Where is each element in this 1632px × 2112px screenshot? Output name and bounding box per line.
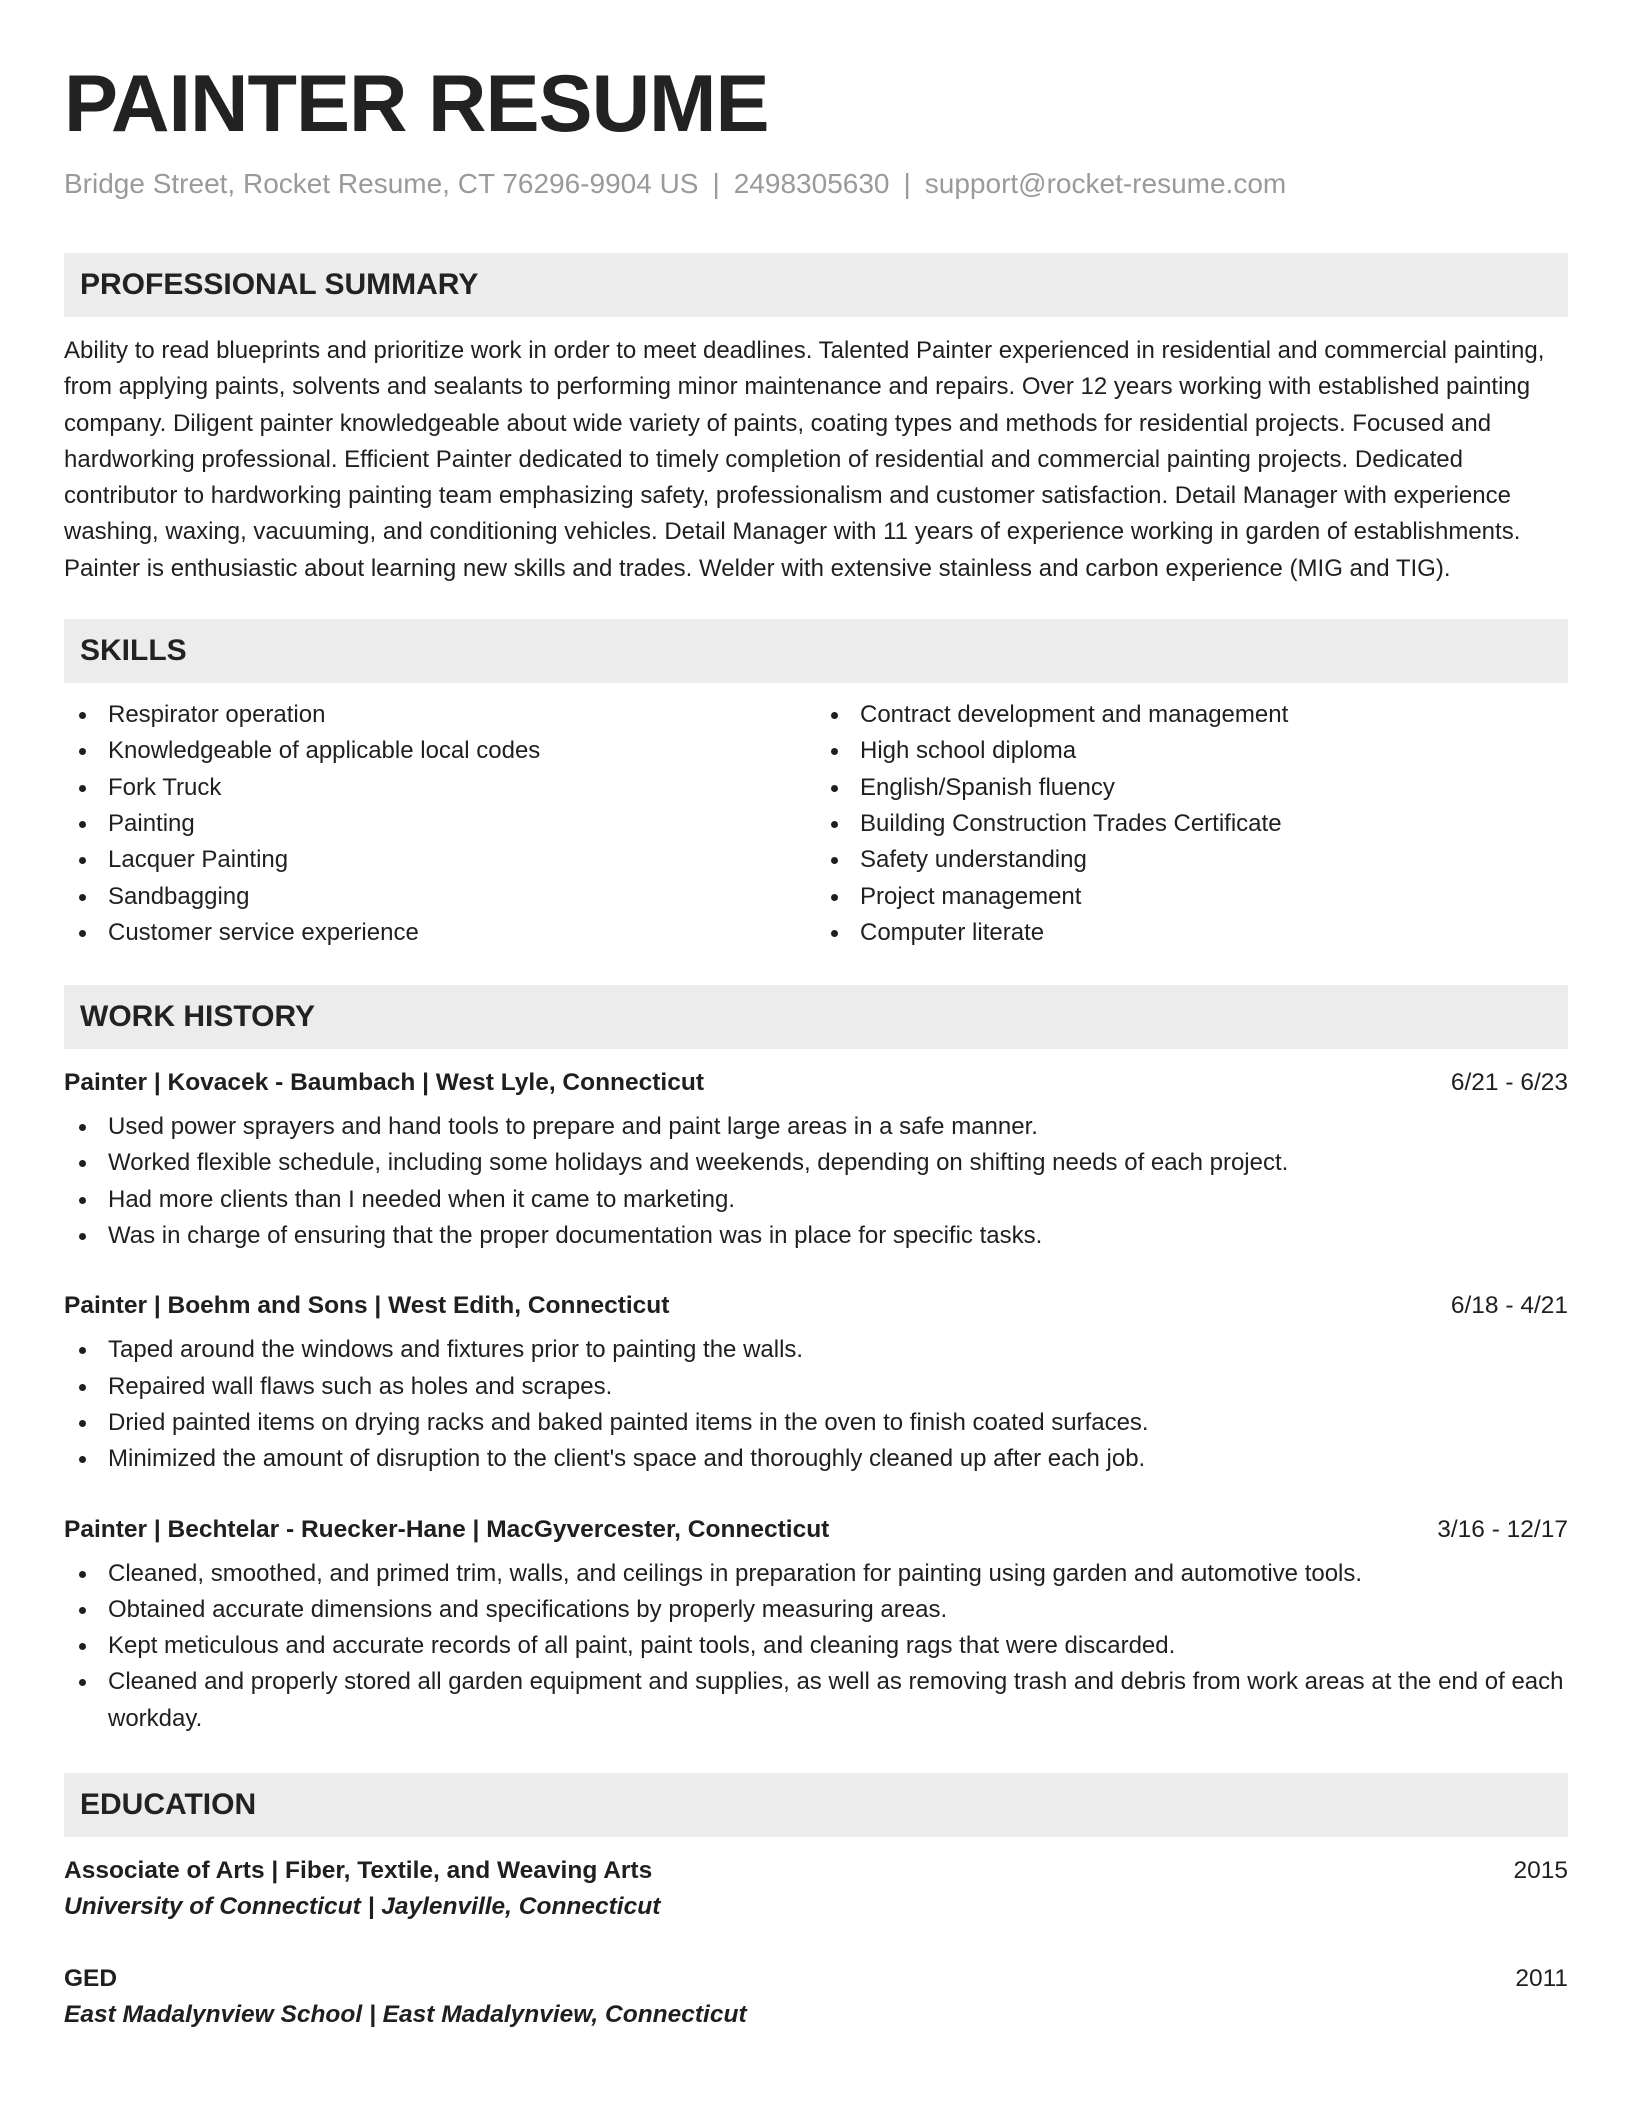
job-duty: Cleaned and properly stored all garden equipment and supplies, as well as removing trash and debris from work areas at the end of each workday. bbox=[64, 1664, 1568, 1737]
job-duty: Taped around the windows and fixtures prior to painting the walls. bbox=[64, 1332, 1568, 1368]
job-duty: Repaired wall flaws such as holes and scrapes. bbox=[64, 1369, 1568, 1405]
job-duty: Worked flexible schedule, including some holidays and weekends, depending on shifting needs of each project. bbox=[64, 1145, 1568, 1181]
section-heading-education: EDUCATION bbox=[64, 1773, 1568, 1837]
education-header bbox=[64, 1961, 1568, 1997]
skill-item: Knowledgeable of applicable local codes bbox=[64, 733, 816, 769]
job-duties bbox=[64, 1109, 1568, 1254]
skill-item: Customer service experience bbox=[64, 915, 816, 951]
skill-item: Safety understanding bbox=[816, 842, 1568, 878]
contact-phone: 2498305630 bbox=[733, 168, 890, 199]
job-title: Painter | Boehm and Sons | West Edith, Connecticut bbox=[64, 1292, 670, 1320]
skill-item: Building Construction Trades Certificate bbox=[816, 806, 1568, 842]
skill-item: Project management bbox=[816, 879, 1568, 915]
job-duty: Was in charge of ensuring that the proper documentation was in place for specific tasks. bbox=[64, 1218, 1568, 1254]
job-entry bbox=[64, 1065, 1568, 1254]
school-name: University of Connecticut | Jaylenville, Connecticut bbox=[64, 1893, 661, 1921]
job-duty: Kept meticulous and accurate records of all paint, paint tools, and cleaning rags that were discarded. bbox=[64, 1628, 1568, 1664]
degree-title: GED bbox=[64, 1965, 118, 1993]
job-header bbox=[64, 1512, 1568, 1548]
section-heading-skills: SKILLS bbox=[64, 619, 1568, 683]
skill-item: Lacquer Painting bbox=[64, 842, 816, 878]
job-duty: Minimized the amount of disruption to the client's space and thoroughly cleaned up after each job. bbox=[64, 1441, 1568, 1477]
contact-email: support@rocket-resume.com bbox=[924, 168, 1287, 199]
skill-item: Contract development and management bbox=[816, 697, 1568, 733]
job-duty: Used power sprayers and hand tools to prepare and paint large areas in a safe manner. bbox=[64, 1109, 1568, 1145]
skill-item: English/Spanish fluency bbox=[816, 770, 1568, 806]
education-entry bbox=[64, 1961, 1568, 2033]
job-duty: Cleaned, smoothed, and primed trim, walls, and ceilings in preparation for painting using garden and automotive tools. bbox=[64, 1556, 1568, 1592]
job-header bbox=[64, 1065, 1568, 1101]
job-dates: 6/21 - 6/23 bbox=[1450, 1069, 1568, 1097]
contact-address: Bridge Street, Rocket Resume, CT 76296-9904 US bbox=[64, 168, 699, 199]
job-duty: Obtained accurate dimensions and specifications by properly measuring areas. bbox=[64, 1592, 1568, 1628]
job-duty: Dried painted items on drying racks and baked painted items in the oven to finish coated surfaces. bbox=[64, 1405, 1568, 1441]
job-entry bbox=[64, 1512, 1568, 1737]
job-dates: 6/18 - 4/21 bbox=[1450, 1292, 1568, 1320]
job-duties bbox=[64, 1332, 1568, 1477]
resume-title: PAINTER RESUME bbox=[64, 59, 769, 149]
contact-line bbox=[64, 166, 1568, 202]
job-duty: Had more clients than I needed when it came to marketing. bbox=[64, 1182, 1568, 1218]
education-entry bbox=[64, 1853, 1568, 1925]
skills-column-right bbox=[816, 697, 1568, 951]
education-header bbox=[64, 1853, 1568, 1889]
skills-column-left bbox=[64, 697, 816, 951]
skill-item: Respirator operation bbox=[64, 697, 816, 733]
job-header bbox=[64, 1288, 1568, 1324]
section-heading-work-history: WORK HISTORY bbox=[64, 985, 1568, 1049]
contact-separator: | bbox=[712, 168, 720, 199]
job-title: Painter | Kovacek - Baumbach | West Lyle, Connecticut bbox=[64, 1069, 704, 1097]
contact-separator: | bbox=[903, 168, 911, 199]
job-duties bbox=[64, 1556, 1568, 1737]
section-heading-summary: PROFESSIONAL SUMMARY bbox=[64, 253, 1568, 317]
job-entry bbox=[64, 1288, 1568, 1477]
summary-text: Ability to read blueprints and prioritize work in order to meet deadlines. Talented Painter experienced in residential and commercial painting, from applying paints, solvents and sealants to performing minor maintenance and repairs. Over 12 years working with established painting company. Diligent painter knowledgeable about wide variety of paints, coating types and methods for residential projects. Focused and hardworking professional. Efficient Painter dedicated to timely completion of residential and commercial painting projects. Dedicated contributor to hardworking painting team emphasizing safety, professionalism and customer satisfaction. Detail Manager with experience washing, waxing, vacuuming, and conditioning vehicles. Detail Manager with 11 years of experience working in garden of establishments. Painter is enthusiastic about learning new skills and trades. Welder with extensive stainless and carbon experience (MIG and TIG). bbox=[64, 337, 1545, 582]
graduation-year: 2011 bbox=[1515, 1965, 1568, 1993]
degree-title: Associate of Arts | Fiber, Textile, and Weaving Arts bbox=[64, 1857, 653, 1885]
job-dates: 3/16 - 12/17 bbox=[1437, 1515, 1568, 1543]
skill-item: Painting bbox=[64, 806, 816, 842]
skills-grid bbox=[64, 697, 1568, 951]
school-name: East Madalynview School | East Madalynview, Connecticut bbox=[64, 2001, 747, 2029]
job-title: Painter | Bechtelar - Ruecker-Hane | MacGyvercester, Connecticut bbox=[64, 1515, 830, 1543]
skill-item: Computer literate bbox=[816, 915, 1568, 951]
skill-item: Sandbagging bbox=[64, 879, 816, 915]
graduation-year: 2015 bbox=[1513, 1857, 1568, 1885]
skill-item: Fork Truck bbox=[64, 770, 816, 806]
skill-item: High school diploma bbox=[816, 733, 1568, 769]
